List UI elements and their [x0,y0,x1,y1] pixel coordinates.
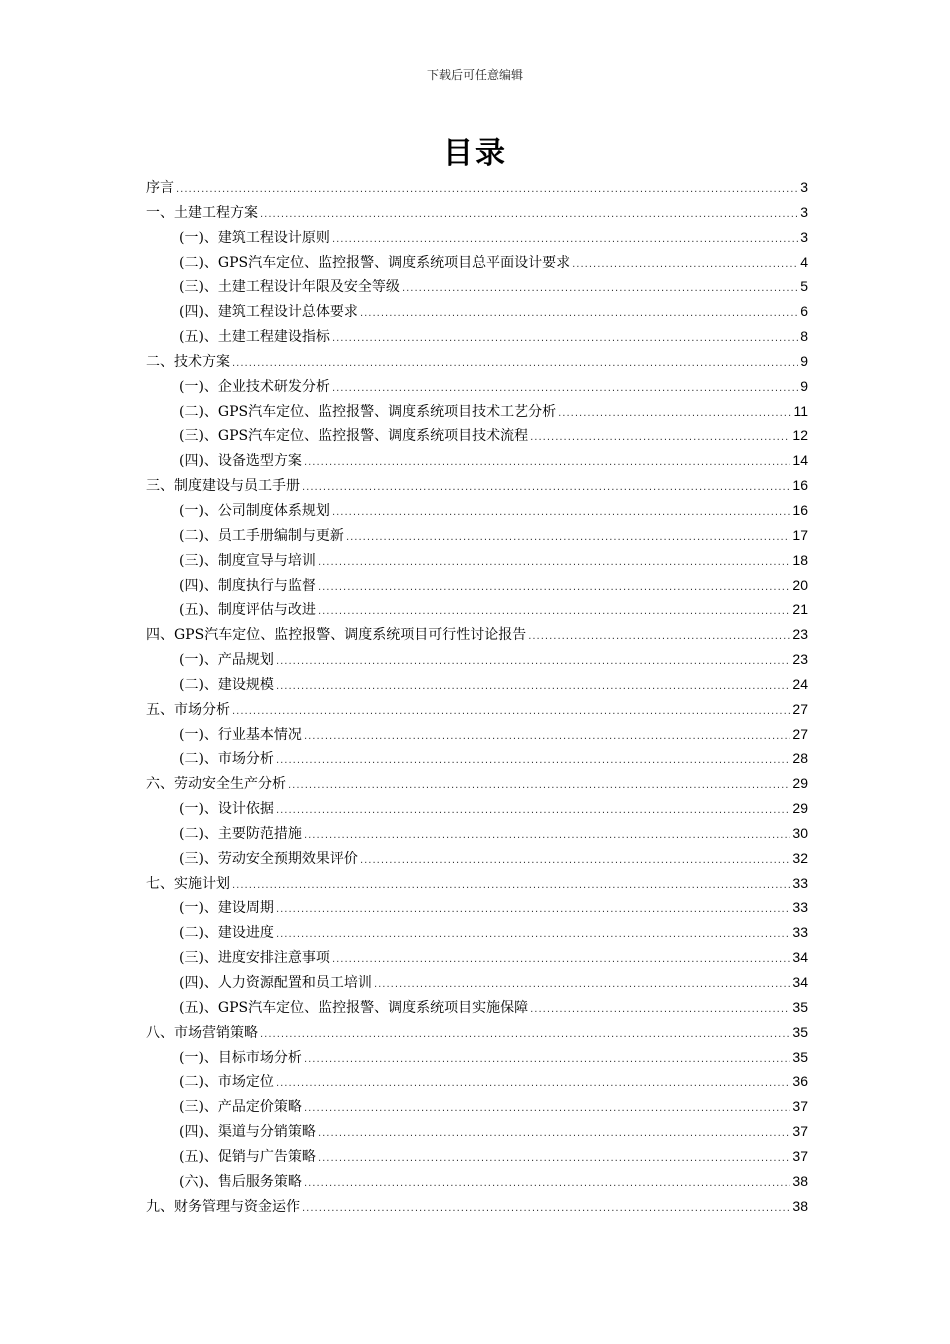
toc-entry[interactable] [146,523,808,548]
toc-entry-page: 5 [800,278,808,295]
toc-entry-page: 21 [792,601,808,618]
toc-entry-title: (二)、市场分析 [179,751,274,768]
toc-entry[interactable] [146,448,808,473]
toc-dot-leader [558,402,791,427]
toc-entry[interactable] [146,374,808,399]
toc-entry-title: (四)、制度执行与监督 [179,577,316,594]
toc-entry[interactable] [146,1069,808,1094]
toc-dot-leader [304,824,790,849]
toc-entry-page: 37 [792,1147,808,1164]
toc-entry-title: (三)、土建工程设计年限及安全等级 [179,279,400,296]
toc-entry[interactable] [146,796,808,821]
toc-entry-page: 14 [792,452,808,469]
toc-dot-leader [332,327,798,352]
toc-entry-page: 20 [792,576,808,593]
toc-entry-page: 34 [792,974,808,990]
toc-entry-title: 七、实施计划 [146,875,230,892]
toc-entry-title: (三)、GPS汽车定位、监控报警、调度系统项目技术流程 [179,428,529,445]
toc-dot-leader [528,625,790,650]
toc-entry[interactable] [146,920,808,945]
toc-entry[interactable] [146,771,808,796]
toc-entry-title: (五)、GPS汽车定位、监控报警、调度系统项目实施保障 [179,999,529,1016]
toc-entry[interactable] [146,200,808,225]
toc-entry-title: (一)、企业技术研发分析 [179,378,330,395]
toc-entry-title: (一)、建设周期 [179,900,274,917]
toc-entry[interactable] [146,895,808,920]
toc-entry-page: 17 [792,526,808,543]
toc-entry-page: 35 [792,1048,808,1065]
toc-entry-title: (四)、渠道与分销策略 [179,1124,316,1141]
toc-dot-leader [572,253,798,278]
toc-entry-title: 一、土建工程方案 [146,204,258,221]
toc-entry-page: 37 [792,1123,808,1140]
toc-dot-leader [276,650,790,675]
toc-entry-title: (二)、市场定位 [179,1074,274,1091]
toc-entry[interactable] [146,498,808,523]
toc-entry-page: 33 [792,899,808,916]
toc-dot-leader [530,998,790,1023]
toc-entry[interactable] [146,1144,808,1169]
toc-entry-title: 三、制度建设与员工手册 [146,478,300,495]
toc-entry[interactable] [146,274,808,299]
toc-dot-leader [276,675,790,700]
toc-entry-page: 8 [800,328,808,345]
toc-dot-leader [232,352,798,377]
toc-dot-leader [304,1097,790,1122]
toc-entry[interactable] [146,697,808,722]
toc-entry-title: (二)、建设规模 [179,676,274,693]
toc-entry-title: (一)、设计依据 [179,801,274,818]
toc-entry-page: 9 [800,352,808,369]
toc-entry-page: 29 [792,775,808,792]
toc-dot-leader [530,426,790,451]
toc-entry-page: 29 [792,800,808,817]
toc-entry[interactable] [146,597,808,622]
toc-entry-page: 38 [792,1172,808,1189]
toc-dot-leader [302,1197,790,1222]
toc-entry-title: (二)、GPS汽车定位、监控报警、调度系统项目技术工艺分析 [179,403,557,420]
toc-entry-page: 18 [792,551,808,568]
toc-entry-page: 32 [792,849,808,866]
toc-entry[interactable] [146,672,808,697]
toc-entry-page: 33 [792,924,808,941]
header-note: 下载后可任意编辑 [426,68,523,82]
toc-dot-leader [332,377,798,402]
toc-entry-title: (一)、公司制度体系规划 [179,502,330,519]
toc-entry-page: 3 [800,228,808,245]
toc-dot-leader [302,476,790,501]
toc-dot-leader [402,277,798,302]
toc-entry-title: 五、市场分析 [146,701,230,718]
toc-entry-title: (一)、行业基本情况 [179,726,302,743]
toc-entry[interactable] [146,821,808,846]
toc-entry[interactable] [146,1045,808,1070]
toc-entry-page: 36 [792,1073,808,1090]
toc-dot-leader [318,551,790,576]
toc-dot-leader [332,501,790,526]
toc-entry[interactable] [146,1169,808,1194]
toc-entry[interactable] [146,548,808,573]
toc-entry-page: 12 [792,427,808,444]
toc-entry[interactable] [146,399,808,424]
toc-entry-page: 23 [792,651,808,668]
toc-entry-title: (一)、目标市场分析 [179,1049,302,1066]
toc-entry[interactable] [146,225,808,250]
toc-dot-leader [360,849,790,874]
toc-entry-title: (三)、产品定价策略 [179,1099,302,1116]
toc-dot-leader [276,799,790,824]
toc-entry[interactable] [146,1194,808,1219]
toc-entry-title: (三)、劳动安全预期效果评价 [179,850,358,867]
toc-dot-leader [318,1147,790,1172]
toc-entry[interactable] [146,846,808,871]
toc-entry-page: 3 [800,203,808,220]
toc-entry-page: 4 [800,253,808,270]
toc-dot-leader [276,898,790,923]
toc-dot-leader [318,1122,790,1147]
toc-dot-leader [260,203,798,228]
toc-dot-leader [318,576,790,601]
toc-entry-title: (五)、促销与广告策略 [179,1148,316,1165]
toc-entry-title: 八、市场营销策略 [146,1024,258,1041]
toc-dot-leader [346,526,790,551]
toc-entry-title: 二、技术方案 [146,353,230,370]
toc-entry[interactable] [146,1020,808,1045]
toc-dot-leader [304,1048,790,1073]
toc-dot-leader [374,973,790,998]
toc-dot-leader [332,228,798,253]
toc-entry-title: (二)、建设进度 [179,925,274,942]
page-title: 目录 [443,136,507,171]
toc-entry-title: (三)、进度安排注意事项 [179,950,330,967]
toc-dot-leader [318,600,790,625]
toc-entry-title: 六、劳动安全生产分析 [146,776,286,793]
toc-entry-page: 37 [792,1098,808,1115]
toc-entry-title: (二)、主要防范措施 [179,825,302,842]
toc-entry-page: 9 [800,377,808,394]
toc-entry-page: 34 [792,949,808,966]
toc-entry[interactable] [146,299,808,324]
toc-entry-title: (二)、GPS汽车定位、监控报警、调度系统项目总平面设计要求 [179,254,571,271]
toc-dot-leader [288,774,790,799]
toc-entry-title: (六)、售后服务策略 [179,1173,302,1190]
toc-entry[interactable] [146,473,808,498]
toc-dot-leader [304,451,790,476]
toc-entry[interactable] [146,722,808,747]
toc-dot-leader [332,948,790,973]
toc-entry[interactable] [146,175,808,200]
toc-entry[interactable] [146,945,808,970]
toc-entry-title: (四)、人力资源配置和员工培训 [179,975,372,991]
toc-dot-leader [276,1072,790,1097]
toc-entry-title: (五)、制度评估与改进 [179,602,316,619]
toc-dot-leader [176,178,798,203]
toc-entry-page: 28 [792,750,808,767]
toc-entry-page: 27 [792,725,808,742]
toc-entry[interactable] [146,1094,808,1119]
toc-entry-page: 35 [792,998,808,1015]
toc-entry-page: 27 [792,700,808,717]
toc-entry-title: (四)、建筑工程设计总体要求 [179,304,358,321]
toc-entry-title: (五)、土建工程建设指标 [179,329,330,346]
toc-dot-leader [360,302,798,327]
toc-entry-title: (一)、建筑工程设计原则 [179,229,330,246]
toc-entry[interactable] [146,324,808,349]
toc-dot-leader [260,1023,790,1048]
toc-entry-title: (三)、制度宣导与培训 [179,552,316,569]
toc-entry-page: 38 [792,1197,808,1214]
toc-entry-title: (四)、设备选型方案 [179,453,302,470]
toc-entry-title: 九、财务管理与资金运作 [146,1198,300,1215]
toc-dot-leader [304,1172,790,1197]
toc-entry-page: 3 [800,179,808,195]
toc-entry[interactable] [146,647,808,672]
toc-entry-page: 35 [792,1023,808,1040]
toc-entry[interactable] [146,250,808,275]
toc-entry[interactable] [146,995,808,1020]
toc-entry[interactable] [146,423,808,448]
toc-dot-leader [232,700,790,725]
toc-dot-leader [304,725,790,750]
toc-dot-leader [276,923,790,948]
toc-entry[interactable] [146,871,808,896]
toc-entry[interactable] [146,622,808,647]
toc-entry-title: 序言 [146,180,174,196]
toc-entry[interactable] [146,349,808,374]
toc-entry-page: 33 [792,874,808,891]
toc-entry-page: 23 [792,626,808,643]
table-of-contents [146,175,808,1218]
toc-entry-title: (一)、产品规划 [179,652,274,669]
toc-dot-leader [276,749,790,774]
toc-dot-leader [232,874,790,899]
toc-entry-page: 16 [792,501,808,518]
toc-entry[interactable] [146,1119,808,1144]
toc-entry-title: (二)、员工手册编制与更新 [179,527,344,544]
toc-entry[interactable] [146,970,808,995]
toc-entry-page: 16 [792,477,808,494]
toc-entry-page: 6 [800,303,808,320]
toc-entry[interactable] [146,573,808,598]
toc-entry-title: 四、GPS汽车定位、监控报警、调度系统项目可行性讨论报告 [146,627,527,644]
toc-entry[interactable] [146,746,808,771]
toc-entry-page: 11 [793,402,808,419]
toc-entry-page: 24 [792,675,808,692]
toc-entry-page: 30 [792,824,808,841]
